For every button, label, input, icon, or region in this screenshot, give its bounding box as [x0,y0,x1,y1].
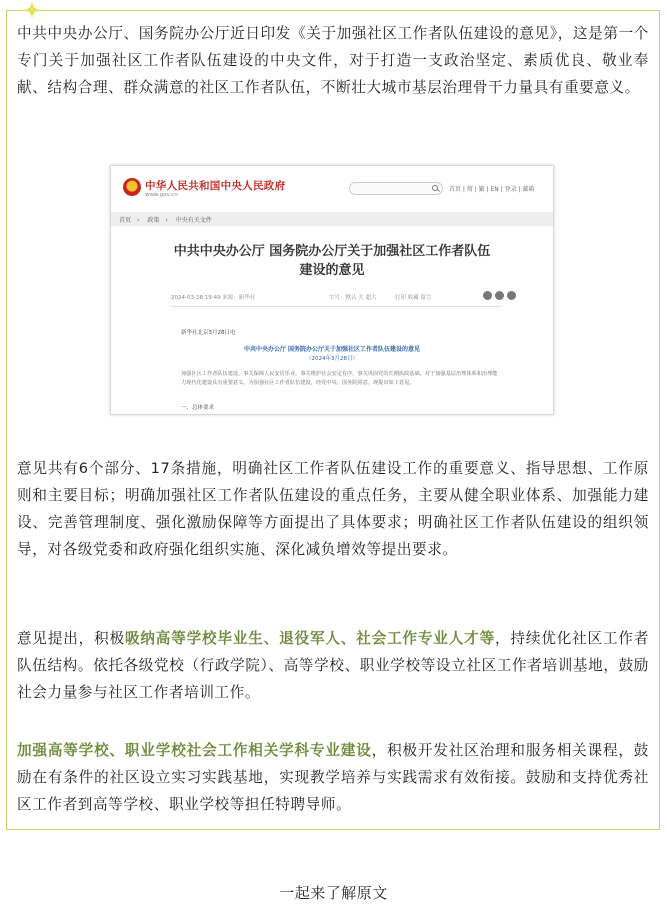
meta-date-source: 2024-03-28 19:49 来源：新华社 [171,295,256,301]
site-url: www.gov.cn [145,192,178,198]
document-title [111,242,553,280]
share-icons [483,291,519,302]
divider [171,306,501,307]
embedded-screenshot [110,165,554,415]
paragraph-text: ，积极开发社区治理和服务相关课程，鼓励在有条件的社区设立实习实践基地，实现教学培养与实践需求有效衔接。鼓励和支持优秀社区工作者到高等学校、职业学校等担任特聘导师。 [17,742,649,813]
breadcrumb [111,212,553,226]
breadcrumb-separator: › [165,217,168,224]
breadcrumb-separator: › [137,217,140,224]
read-original-link[interactable]: 一起来了解原文 [279,884,388,902]
inner-section-heading: 一、总体要求 [181,405,215,411]
paragraph-recruitment [17,625,649,706]
breadcrumb-item: 政策 [147,217,160,224]
national-emblem-icon [123,178,141,196]
article-frame [6,10,660,830]
breadcrumb-item: 中央有关文件 [175,217,212,224]
share-qzone-icon [507,291,516,300]
paragraph-text: ，持续优化社区工作者队伍结构。依托各级党校（行政学院）、高等学校、职业学校等设立社区工作者培训基地，鼓励社会力量参与社区工作者培训工作。 [17,630,649,701]
paragraph-intro: 中共中央办公厅、国务院办公厅近日印发《关于加强社区工作者队伍建设的意见》，这是第一个专门关于加强社区工作者队伍建设的中央文件，对于打造一支政治坚定、素质优良、敬业奉献、结构合理、群众满意的社区工作者队伍，不断壮大城市基层治理骨干力量具有重要意义。 [17,25,649,96]
search-icon [432,185,438,191]
site-name: 中华人民共和国中央人民政府 [145,180,286,192]
document-meta [171,293,511,303]
highlight-text: 吸纳高等学校毕业生、退役军人、社会工作专业人才等 [124,630,496,647]
sparkle-icon [22,0,42,20]
inner-document-title: 中共中央办公厅 国务院办公厅关于加强社区工作者队伍建设的意见 [243,346,421,353]
inner-document-body: 加强社区工作者队伍建设，事关保障人民安居乐业，事关维护社会安定有序，事关巩固党的长期执政基础。对于加强基层治理体系和治理能力现代化建设具有重要意义。为加强社区工作者队伍建设，经党中央、国务院同意，现提出如下意见。 [181,371,498,386]
paragraph-education [17,737,649,818]
document-title-line: 中共中央办公厅 国务院办公厅关于加强社区工作者队伍 [173,244,491,259]
breadcrumb-item: 首页 [119,217,132,224]
meta-actions: 打印 收藏 留言 [395,295,432,301]
dateline: 新华社北京3月28日电 [181,330,236,336]
paragraph-structure: 意见共有6个部分、17条措施，明确社区工作者队伍建设工作的重要意义、指导思想、工作原则和主要目标；明确加强社区工作者队伍建设的重点任务，主要从健全职业体系、加强能力建设、完善管理制度、强化激励保障等方面提出了具体要求；明确社区工作者队伍建设的组织领导，对各级党委和政府强化组织实施、深化减负增效等提出要求。 [17,460,649,558]
paragraph-text: 意见提出，积极 [17,630,125,647]
share-wechat-icon [495,291,504,300]
highlight-text: 加强高等学校、职业学校社会工作相关学科专业建设 [17,742,372,759]
site-search-input [349,182,443,195]
site-top-links: 首页 | 简 | 繁 | EN | 登录 | 邮箱 [449,186,535,193]
meta-font-size: 字号：默认 大 超大 [329,295,377,301]
document-title-line: 建设的意见 [299,263,365,278]
share-weibo-icon [483,291,492,300]
inner-document-date: （2024年3月28日） [306,356,358,362]
site-header [111,166,553,206]
